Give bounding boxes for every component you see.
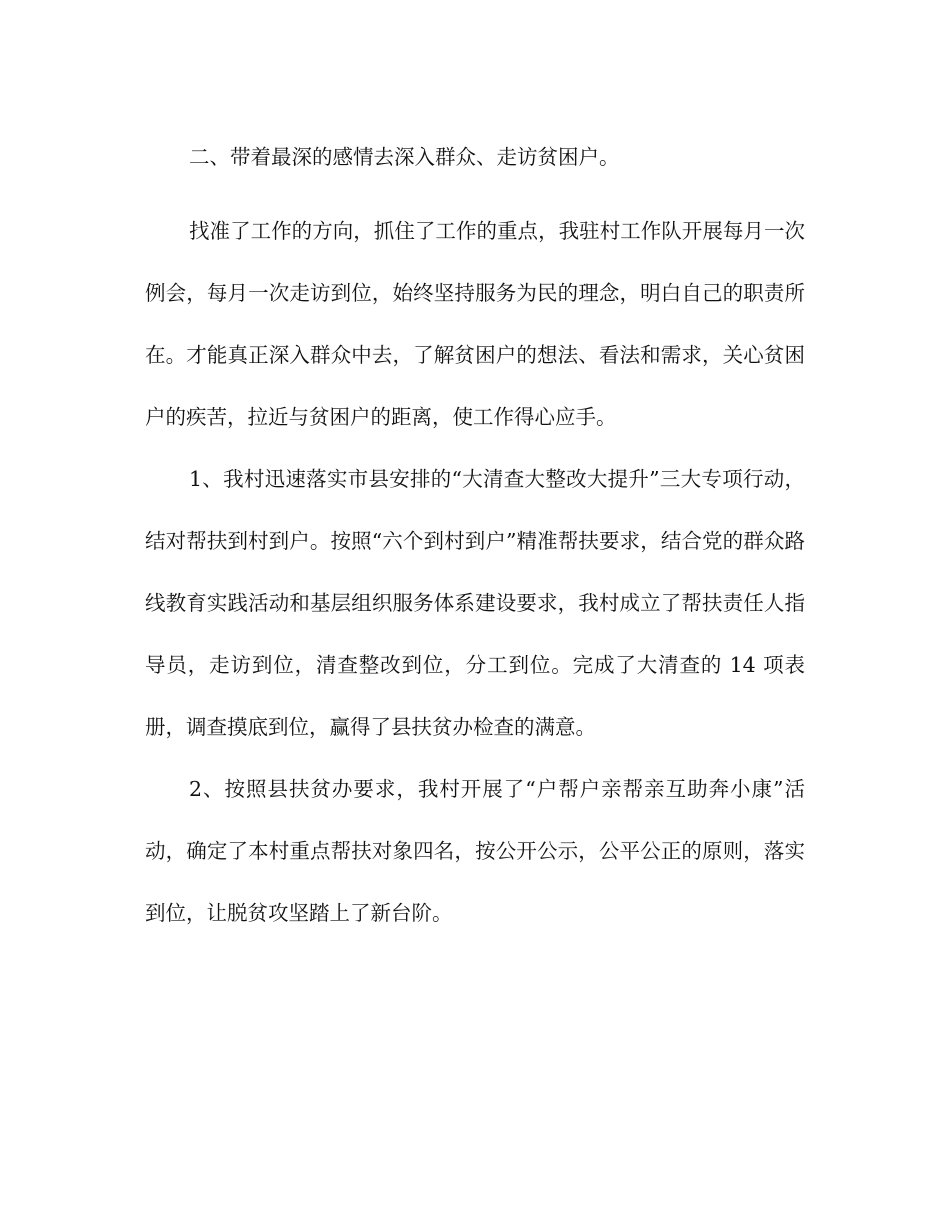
document-body — [145, 138, 805, 944]
paragraph-intro: 找准了工作的方向，抓住了工作的重点，我驻村工作队开展每月一次例会，每月一次走访到位，始终坚持服务为民的理念，明白自己的职责所在。才能真正深入群众中去，了解贫困户的想法、看法和需求，关心贫困户的疾苦，拉近与贫困户的距离，使工作得心应手。 — [145, 219, 805, 429]
paragraph-item-1: 1、我村迅速落实市县安排的“大清查大整改大提升”三大专项行动，结对帮扶到村到户。按照“六个到村到户”精准帮扶要求，结合党的群众路线教育实践活动和基层组织服务体系建设要求，我村成立了帮扶责任人指导员，走访到位，清查整改到位，分工到位。完成了大清查的 14 项表册，调查摸底到位，赢得了县扶贫办检查的满意。 — [145, 467, 805, 739]
paragraph-item-2: 2、按照县扶贫办要求，我村开展了“户帮户亲帮亲互助奔小康”活动，确定了本村重点帮扶对象四名，按公开公示，公平公正的原则，落实到位，让脱贫攻坚踏上了新台阶。 — [145, 777, 805, 925]
section-heading: 二、带着最深的感情去深入群众、走访贫困户。 — [189, 145, 620, 169]
